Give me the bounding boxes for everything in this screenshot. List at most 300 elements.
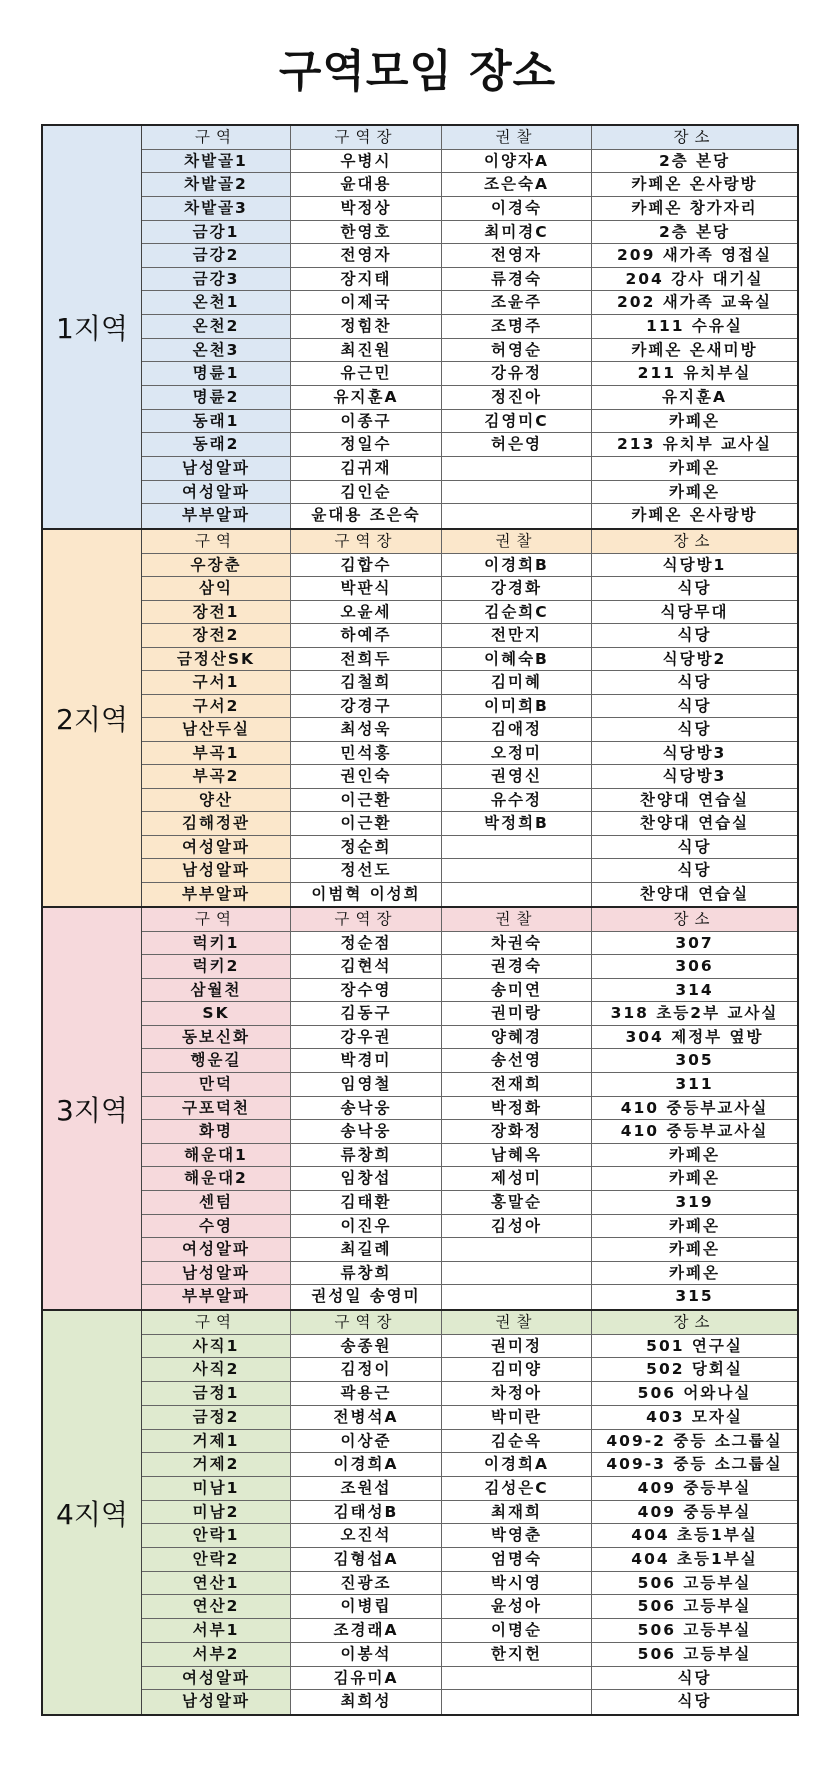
table-header-row [142, 126, 797, 150]
district-cell: 거제2 [142, 1453, 291, 1476]
leader-cell: 최길례 [291, 1238, 442, 1261]
table-header-row [142, 908, 797, 932]
location-cell: 409-2 중등 소그룹실 [606, 1431, 783, 1450]
district-cell: 화명 [142, 1120, 291, 1143]
location-cell: 318 초등2부 교사실 [610, 1004, 779, 1023]
location-cell: 404 초등1부실 [631, 1526, 758, 1545]
table-row [142, 1453, 797, 1477]
location-cell: 315 [675, 1287, 714, 1306]
district-cell: 센텀 [142, 1191, 291, 1214]
leader-cell: 김귀재 [291, 457, 442, 480]
table-row [142, 1262, 797, 1286]
leader-cell: 최희성 [291, 1690, 442, 1714]
deacon-cell: 허은영 [442, 433, 592, 456]
leader-cell: 정선도 [291, 859, 442, 882]
table-row [142, 765, 797, 789]
table-row [142, 291, 797, 315]
leader-cell: 송낙웅 [291, 1097, 442, 1120]
column-header: 장소 [673, 532, 716, 550]
location-cell: 410 중등부교사실 [620, 1098, 769, 1117]
district-cell: 사직1 [142, 1335, 291, 1358]
table-row [142, 1501, 797, 1525]
deacon-cell: 권경숙 [442, 955, 592, 978]
table-row [142, 1073, 797, 1097]
leader-cell: 장지태 [291, 268, 442, 291]
leader-cell: 이봉석 [291, 1643, 442, 1666]
location-cell: 506 어와나실 [637, 1384, 752, 1403]
column-header: 구역장 [291, 126, 442, 149]
location-cell: 유지훈A [662, 388, 727, 407]
table-row [142, 601, 797, 625]
district-cell: 연산2 [142, 1595, 291, 1618]
leader-cell: 권성일 송영미 [291, 1285, 442, 1309]
district-cell: 미남2 [142, 1501, 291, 1524]
table-row [142, 1524, 797, 1548]
deacon-cell [442, 1238, 592, 1261]
deacon-cell: 허영순 [442, 339, 592, 362]
leader-cell: 박경미 [291, 1049, 442, 1072]
leader-cell: 민석홍 [291, 742, 442, 765]
location-cell: 304 제정부 옆방 [625, 1027, 764, 1046]
table-row [142, 1548, 797, 1572]
district-cell: 금강3 [142, 268, 291, 291]
deacon-cell: 김애정 [442, 718, 592, 741]
district-cell: 온천1 [142, 291, 291, 314]
table-row [142, 1144, 797, 1168]
location-cell: 카페온 온사랑방 [631, 175, 758, 194]
district-cell: 동보신화 [142, 1026, 291, 1049]
leader-cell: 하예주 [291, 624, 442, 647]
deacon-cell: 강유정 [442, 362, 592, 385]
district-cell: 차밭골1 [142, 150, 291, 173]
column-header: 구역 [142, 126, 291, 149]
region-label: 3지역 [43, 908, 142, 1309]
location-cell: 식당 [677, 720, 712, 738]
deacon-cell: 전재희 [442, 1073, 592, 1096]
deacon-cell [442, 1285, 592, 1309]
leader-cell: 오윤세 [291, 601, 442, 624]
location-cell: 409 중등부실 [637, 1478, 752, 1497]
deacon-cell: 송미연 [442, 979, 592, 1002]
district-cell: 럭키1 [142, 932, 291, 955]
deacon-cell [442, 1667, 592, 1690]
table-row [142, 1167, 797, 1191]
location-cell: 2층 본당 [658, 222, 731, 241]
location-cell: 314 [675, 980, 714, 999]
location-cell: 카페온 [669, 458, 720, 477]
leader-cell: 류창희 [291, 1262, 442, 1285]
district-cell: 온천2 [142, 315, 291, 338]
leader-cell: 김인순 [291, 481, 442, 504]
district-cell: 럭키2 [142, 955, 291, 978]
deacon-cell: 권영신 [442, 765, 592, 788]
district-cell: 남성알파 [142, 1262, 291, 1285]
deacon-cell: 김성은C [442, 1477, 592, 1500]
table-row [142, 1026, 797, 1050]
region-3 [43, 906, 797, 1309]
table-row [142, 1406, 797, 1430]
leader-cell: 이병립 [291, 1595, 442, 1618]
location-cell: 501 연구실 [646, 1336, 743, 1355]
region-4 [43, 1309, 797, 1714]
district-cell: 온천3 [142, 339, 291, 362]
deacon-cell: 오정미 [442, 742, 592, 765]
deacon-cell: 차정아 [442, 1382, 592, 1405]
district-cell: 금강2 [142, 244, 291, 267]
column-header: 구역 [142, 1311, 291, 1334]
deacon-cell: 정진아 [442, 386, 592, 409]
leader-cell: 유근민 [291, 362, 442, 385]
location-cell: 202 새가족 교육실 [617, 293, 772, 312]
leader-cell: 조원섭 [291, 1477, 442, 1500]
district-cell: 미남1 [142, 1477, 291, 1500]
location-cell: 307 [675, 933, 714, 952]
deacon-cell: 송선영 [442, 1049, 592, 1072]
deacon-cell: 전영자 [442, 244, 592, 267]
deacon-cell: 이명순 [442, 1619, 592, 1642]
district-cell: 안락1 [142, 1524, 291, 1547]
leader-cell: 전병석A [291, 1406, 442, 1429]
location-cell: 식당 [677, 626, 712, 644]
district-cell: 장전2 [142, 624, 291, 647]
district-cell: 동래2 [142, 433, 291, 456]
location-cell: 찬양대 연습실 [639, 814, 750, 832]
page-title: 구역모임 장소 [278, 46, 557, 97]
location-cell: 식당 [677, 861, 712, 879]
leader-cell: 정순희 [291, 836, 442, 859]
location-cell: 410 중등부교사실 [620, 1122, 769, 1141]
location-cell: 식당방3 [662, 743, 727, 762]
deacon-cell: 김성아 [442, 1215, 592, 1238]
location-cell: 카페온 [669, 1169, 720, 1188]
location-cell: 카페온 [669, 1263, 720, 1282]
deacon-cell [442, 1262, 592, 1285]
location-cell: 식당 [677, 1668, 712, 1687]
district-cell: 동래1 [142, 410, 291, 433]
deacon-cell: 차권숙 [442, 932, 592, 955]
leader-cell: 김태성B [291, 1501, 442, 1524]
district-cell: 금정2 [142, 1406, 291, 1429]
table-row [142, 386, 797, 410]
leader-cell: 윤대용 조은숙 [291, 504, 442, 528]
table-row [142, 504, 797, 528]
leader-cell: 전희두 [291, 648, 442, 671]
district-cell: 부곡1 [142, 742, 291, 765]
table-row [142, 268, 797, 292]
deacon-cell: 엄명숙 [442, 1548, 592, 1571]
location-cell: 찬양대 연습실 [639, 790, 750, 809]
region-rows [142, 908, 797, 1309]
deacon-cell: 최재희 [442, 1501, 592, 1524]
deacon-cell [442, 481, 592, 504]
leader-cell: 유지훈A [291, 386, 442, 409]
deacon-cell: 김미혜 [442, 671, 592, 694]
leader-cell: 이상준 [291, 1430, 442, 1453]
district-cell: 삼익 [142, 577, 291, 600]
deacon-cell: 이미희B [442, 695, 592, 718]
leader-cell: 강경구 [291, 695, 442, 718]
location-cell: 식당 [677, 579, 712, 597]
deacon-cell [442, 1690, 592, 1714]
table-row [142, 979, 797, 1003]
location-cell: 2층 본당 [658, 151, 731, 170]
table-row [142, 883, 797, 907]
table-row [142, 1358, 797, 1382]
location-cell: 506 고등부실 [637, 1573, 752, 1592]
column-header: 권찰 [442, 1311, 592, 1334]
region-rows [142, 530, 797, 906]
column-header: 장소 [673, 1313, 716, 1331]
location-cell: 506 고등부실 [637, 1644, 752, 1663]
table-row [142, 433, 797, 457]
location-cell: 209 새가족 영접실 [617, 246, 772, 265]
region-2 [43, 528, 797, 906]
district-cell: 연산1 [142, 1572, 291, 1595]
location-cell: 카페온 [669, 411, 720, 430]
leader-cell: 우병시 [291, 150, 442, 173]
column-header: 구역장 [291, 1311, 442, 1334]
table-row [142, 1477, 797, 1501]
district-cell: 여성알파 [142, 1238, 291, 1261]
leader-cell: 곽용근 [291, 1382, 442, 1405]
location-cell: 식당무대 [660, 602, 729, 621]
region-rows [142, 1311, 797, 1714]
district-cell: SK [142, 1002, 291, 1025]
location-cell: 213 유치부 교사실 [617, 435, 772, 454]
table-row [142, 362, 797, 386]
leader-cell: 정힘찬 [291, 315, 442, 338]
table-row [142, 410, 797, 434]
deacon-cell [442, 883, 592, 907]
table-row [142, 1430, 797, 1454]
district-cell: 행운길 [142, 1049, 291, 1072]
district-cell: 김해정관 [142, 812, 291, 835]
location-cell: 506 고등부실 [637, 1621, 752, 1640]
deacon-cell: 박정화 [442, 1097, 592, 1120]
district-cell: 구포덕천 [142, 1097, 291, 1120]
table-row [142, 1049, 797, 1073]
table-header-row [142, 1311, 797, 1335]
deacon-cell: 조윤주 [442, 291, 592, 314]
leader-cell: 장수영 [291, 979, 442, 1002]
deacon-cell: 권미정 [442, 1335, 592, 1358]
leader-cell: 류창희 [291, 1144, 442, 1167]
deacon-cell: 강경화 [442, 577, 592, 600]
district-cell: 해운대1 [142, 1144, 291, 1167]
table-row [142, 742, 797, 766]
district-cell: 명륜1 [142, 362, 291, 385]
column-header: 구역장 [291, 908, 442, 931]
location-cell: 식당 [677, 673, 712, 691]
leader-cell: 조경래A [291, 1619, 442, 1642]
column-header: 구역 [142, 530, 291, 553]
column-header: 장소 [673, 128, 716, 146]
leader-cell: 권인숙 [291, 765, 442, 788]
leader-cell: 송종원 [291, 1335, 442, 1358]
deacon-cell [442, 836, 592, 859]
deacon-cell: 류경숙 [442, 268, 592, 291]
deacon-cell: 유수정 [442, 789, 592, 812]
leader-cell: 김현석 [291, 955, 442, 978]
deacon-cell: 이혜숙B [442, 648, 592, 671]
district-cell: 거제1 [142, 1430, 291, 1453]
leader-cell: 이제국 [291, 291, 442, 314]
table-row [142, 1619, 797, 1643]
location-cell: 카페온 온사랑방 [631, 506, 758, 525]
table-row [142, 1215, 797, 1239]
table-row [142, 577, 797, 601]
leader-cell: 송낙웅 [291, 1120, 442, 1143]
location-cell: 카페온 창가자리 [631, 198, 758, 217]
table-row [142, 1335, 797, 1359]
deacon-cell: 김영미C [442, 410, 592, 433]
table-row [142, 244, 797, 268]
district-cell: 구서1 [142, 671, 291, 694]
district-cell: 여성알파 [142, 481, 291, 504]
district-cell: 남산두실 [142, 718, 291, 741]
location-cell: 카페온 [669, 1240, 720, 1259]
deacon-cell: 전만지 [442, 624, 592, 647]
deacon-cell: 김순옥 [442, 1430, 592, 1453]
deacon-cell [442, 859, 592, 882]
column-header: 권찰 [442, 530, 592, 553]
leader-cell: 강우권 [291, 1026, 442, 1049]
region-label: 2지역 [43, 530, 142, 906]
leader-cell: 김철희 [291, 671, 442, 694]
table-row [142, 554, 797, 578]
location-cell: 211 유치부실 [637, 364, 752, 383]
leader-cell: 이범혁 이성희 [291, 883, 442, 907]
leader-cell: 최성욱 [291, 718, 442, 741]
leader-cell: 정일수 [291, 433, 442, 456]
table-row [142, 1191, 797, 1215]
district-cell: 서부2 [142, 1643, 291, 1666]
leader-cell: 이진우 [291, 1215, 442, 1238]
leader-cell: 김동구 [291, 1002, 442, 1025]
location-cell: 311 [675, 1075, 714, 1094]
region-label: 1지역 [43, 126, 142, 528]
table-header-row [142, 530, 797, 554]
location-cell: 찬양대 연습실 [639, 884, 750, 903]
location-cell: 식당 [677, 696, 712, 715]
leader-cell: 박정상 [291, 197, 442, 220]
deacon-cell: 박정희B [442, 812, 592, 835]
deacon-cell: 박미란 [442, 1406, 592, 1429]
location-cell: 카페온 [669, 482, 720, 501]
table-row [142, 1572, 797, 1596]
district-cell: 명륜2 [142, 386, 291, 409]
district-cell: 부부알파 [142, 1285, 291, 1309]
deacon-cell: 이경숙 [442, 197, 592, 220]
table-row [142, 812, 797, 836]
table-row [142, 173, 797, 197]
location-cell: 식당방2 [662, 649, 727, 668]
table-row [142, 859, 797, 883]
column-header: 권찰 [442, 126, 592, 149]
district-cell: 여성알파 [142, 836, 291, 859]
location-cell: 식당 [677, 1692, 712, 1711]
leader-cell: 전영자 [291, 244, 442, 267]
deacon-cell: 윤성아 [442, 1595, 592, 1618]
deacon-cell: 박시영 [442, 1572, 592, 1595]
leader-cell: 이근환 [291, 812, 442, 835]
deacon-cell: 조은숙A [442, 173, 592, 196]
district-cell: 금강1 [142, 221, 291, 244]
table-row [142, 836, 797, 860]
table-row [142, 1120, 797, 1144]
leader-cell: 김유미A [291, 1667, 442, 1690]
district-cell: 해운대2 [142, 1167, 291, 1190]
table-row [142, 932, 797, 956]
deacon-cell: 남혜옥 [442, 1144, 592, 1167]
location-cell: 식당방3 [662, 767, 727, 785]
location-cell: 319 [675, 1192, 714, 1211]
column-header: 장소 [673, 910, 716, 928]
deacon-cell: 조명주 [442, 315, 592, 338]
district-cell: 구서2 [142, 695, 291, 718]
location-cell: 카페온 [669, 1145, 720, 1164]
column-header: 구역 [142, 908, 291, 931]
table-row [142, 1595, 797, 1619]
leader-cell: 이경희A [291, 1453, 442, 1476]
district-cell: 차밭골2 [142, 173, 291, 196]
location-cell: 502 당회실 [646, 1360, 743, 1379]
location-cell: 306 [675, 957, 714, 976]
deacon-cell: 권미랑 [442, 1002, 592, 1025]
deacon-cell: 이양자A [442, 150, 592, 173]
table-row [142, 1097, 797, 1121]
deacon-cell: 이경희A [442, 1453, 592, 1476]
district-cell: 사직2 [142, 1358, 291, 1381]
location-cell: 카페온 [669, 1216, 720, 1235]
district-cell: 부부알파 [142, 504, 291, 528]
district-cell: 삼월천 [142, 979, 291, 1002]
table-row [142, 1285, 797, 1309]
district-cell: 안락2 [142, 1548, 291, 1571]
leader-cell: 한영호 [291, 221, 442, 244]
column-header: 권찰 [442, 908, 592, 931]
deacon-cell: 장화정 [442, 1120, 592, 1143]
leader-cell: 박판식 [291, 577, 442, 600]
location-cell: 204 강사 대기실 [625, 269, 764, 288]
location-cell: 403 모자실 [646, 1407, 743, 1426]
table-row [142, 1238, 797, 1262]
leader-cell: 김형섭A [291, 1548, 442, 1571]
leader-cell: 이종구 [291, 410, 442, 433]
leader-cell: 임창섭 [291, 1167, 442, 1190]
region-1 [43, 126, 797, 528]
region-rows [142, 126, 797, 528]
table-row [142, 221, 797, 245]
leader-cell: 임영철 [291, 1073, 442, 1096]
deacon-cell: 김미양 [442, 1358, 592, 1381]
table-row [142, 315, 797, 339]
leader-cell: 오진석 [291, 1524, 442, 1547]
table-row [142, 671, 797, 695]
meeting-table [41, 124, 799, 1716]
table-row [142, 695, 797, 719]
leader-cell: 진광조 [291, 1572, 442, 1595]
region-label: 4지역 [43, 1311, 142, 1714]
location-cell: 506 고등부실 [637, 1597, 752, 1616]
table-row [142, 1002, 797, 1026]
location-cell: 카페온 온새미방 [631, 340, 758, 359]
district-cell: 장전1 [142, 601, 291, 624]
table-row [142, 150, 797, 174]
location-cell: 409 중등부실 [637, 1502, 752, 1521]
table-row [142, 718, 797, 742]
table-row [142, 1690, 797, 1714]
